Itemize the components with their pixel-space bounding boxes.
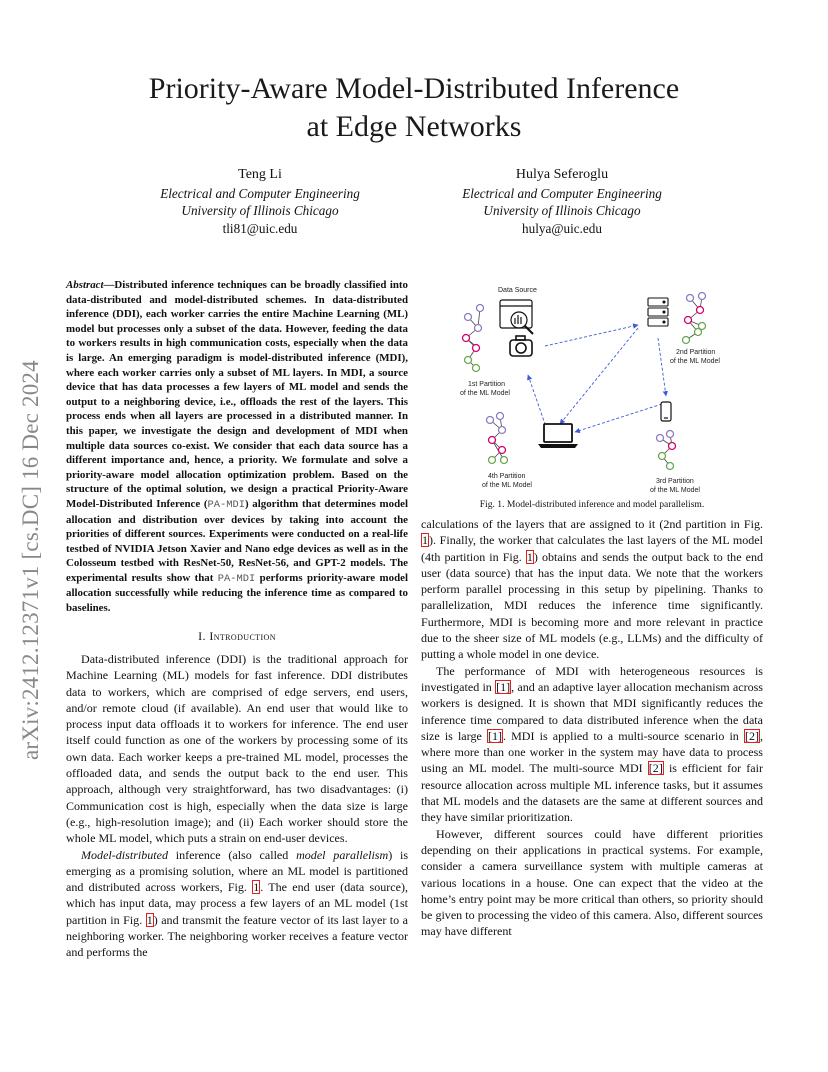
partition-1-label: of the ML Model <box>460 390 510 397</box>
figure-ref-link[interactable]: 1 <box>146 912 153 927</box>
intro-left-column <box>66 651 408 961</box>
citation-link[interactable]: [1] <box>487 728 502 743</box>
arxiv-stamp: arXiv:2412.12371v1 [cs.DC] 16 Dec 2024 <box>18 360 43 760</box>
partition-2-label: 2nd Partition <box>676 349 716 356</box>
citation-link[interactable]: [1] <box>496 679 511 694</box>
algorithm-name: PA-MDI <box>207 498 245 511</box>
partition-1-network-icon <box>463 305 484 372</box>
text: ) obtains and sends the output back to the end user (data source) that has the input data. We note that the workers perform parallel processing in this setup by pipelining. Thanks to parallelization, MDI reduces the inference time significantly. Furthermore, MDI is becoming more and more relevant in practice due to the sheer size of ML models (e.g., LLMs) and the difficulty of putting a whole model in one device. <box>421 549 763 662</box>
author-univ: University of Illinois Chicago <box>181 203 339 218</box>
author-email: hulya@uic.edu <box>522 220 602 236</box>
citation-link[interactable]: [2] <box>648 761 663 776</box>
section-heading <box>66 629 408 644</box>
title-line-2: at Edge Networks <box>306 110 522 143</box>
author-univ: University of Illinois Chicago <box>483 203 641 218</box>
text: ) and transmit the feature vector of its last layer to a neighboring worker. The neighboring worker receives a feature vector and performs the <box>66 912 408 960</box>
citation-link[interactable]: [2] <box>744 728 759 743</box>
author-email: tli81@uic.edu <box>222 220 298 236</box>
text: inference (also called <box>168 847 297 862</box>
title-line-1: Priority-Aware Model-Distributed Inference <box>148 72 680 105</box>
figure-ref-link[interactable]: 1 <box>253 880 260 895</box>
data-source-label: Data Source <box>498 287 537 294</box>
partition-2-label: of the ML Model <box>670 358 720 365</box>
arrow-2nd-to-3rd <box>658 338 666 396</box>
author-block-1 <box>110 166 410 237</box>
arrow-source-to-2nd <box>545 325 638 346</box>
server-icon <box>648 298 668 326</box>
section-title: Introduction <box>209 629 276 643</box>
paper-title <box>0 70 828 146</box>
text: is efficient for fair resource allocation across multiple ML inference tasks, but it assumes that ML models and the datasets are the same at different sources and they have similar prioritization. <box>421 761 763 825</box>
arrow-3rd-to-laptop <box>575 404 662 432</box>
partition-4-label: 4th Partition <box>488 473 526 480</box>
paragraph: Data-distributed inference (DDI) is the traditional approach for Machine Learning (ML) models for fast inference. DDI distributes data to workers, which are comprised of edge servers, end users, and/or remote cloud (if available). An end user that would like to process input data offloads it to workers for inference. The end user itself could function as one of the workers by processing some of its own data. Each worker keeps a pre-trained ML model, processes the offloaded data, and sends the output back to the end user. This approach, although very straightforward, has two disadvantages: (i) Communication cost is high, especially when the data size is large (e.g., high-resolution image); and (ii) Each worker should store the whole ML model, which puts a strain on end-user devices. <box>66 652 408 846</box>
paragraph <box>66 847 408 961</box>
monitor-chart-icon <box>500 300 533 334</box>
arrow-4th-to-source <box>528 375 545 424</box>
text: The performance of MDI with heterogeneous resources is investigated in <box>421 663 763 694</box>
emphasis: Model-distributed <box>81 847 168 862</box>
arrow-2nd-to-4th <box>560 328 638 424</box>
laptop-icon <box>538 424 578 448</box>
section-number: I. <box>198 629 210 643</box>
figure-ref-link[interactable]: 1 <box>422 533 429 548</box>
text: calculations of the layers that are assigned to it (2nd partition in Fig. <box>421 517 763 531</box>
text: ) is emerging as a promising solution, where an ML model is partitioned and distributed across workers, Fig. <box>66 847 409 895</box>
author-dept: Electrical and Computer Engineering <box>160 185 360 201</box>
text: , where more than one worker in the system may have data to process using an ML model. The multi-source MDI <box>421 728 763 776</box>
author-dept: Electrical and Computer Engineering <box>462 185 662 201</box>
abstract-text: performs priority-aware model allocation successfully while reducing the inference time as compared to baselines. <box>66 571 408 615</box>
camera-icon <box>510 336 532 356</box>
partition-3-network-icon <box>657 431 676 470</box>
author-block-2 <box>412 166 712 237</box>
author-name: Teng Li <box>238 167 282 182</box>
figure-1 <box>440 280 740 495</box>
abstract <box>66 278 408 616</box>
partition-2-network-icon <box>683 293 706 344</box>
abstract-text: ) algorithm that determines model allocation and distribution over devices by taking into account the priorities of different sources. Experiments were conducted on a real-life testbed of NVIDIA Jetson Xavier and Nano edge devices as well as in the Colosseum testbed with ResNet-50, ResNet-56, and GPT-2 models. The experimental results show that <box>66 497 408 584</box>
paragraph <box>421 663 763 826</box>
phone-icon <box>661 402 671 421</box>
abstract-text: —Distributed inference techniques can be broadly classified into data-distributed and model-distributed schemes. In data-distributed inference (DDI), each worker carries the entire Machine Learning (ML) model but processes only a subset of the data. However, feeding the data to workers results in high communication costs, especially when the data is large. An emerging paradigm is model-distributed inference (MDI), where each worker carries only a subset of ML layers. In MDI, a source device that has data processes a few layers of ML model and sends the output to a neighboring device, i.e., offloads the rest of the layers. This process ends when all layers are processed in a distributed manner. In this paper, we investigate the design and development of MDI when multiple data sources co-exist. We consider that each data source has a different importance and, hence, a priority. We formulate and solve a priority-aware model allocation optimization problem. Based on the structure of the optimal solution, we design a practical Priority-Aware Model-Distributed Inference ( <box>66 279 408 510</box>
text: . MDI is applied to a multi-source scenario in <box>502 728 744 743</box>
algorithm-name: PA-MDI <box>217 572 256 585</box>
partition-4-network-icon <box>487 413 508 464</box>
text: , and an adaptive layer allocation mechanism across workers is designed. It is shown that MDI significantly reduces the inference time compared to data distributed inference when the data size is large <box>421 679 763 743</box>
emphasis: model parallelism <box>296 847 389 862</box>
partition-3-label: of the ML Model <box>650 487 700 494</box>
paragraph: However, different sources could have different priorities depending on their applications in practical systems. For example, consider a camera surveillance system with multiple cameras at various locations in a house. One can expect that the video at the home’s entry point may be more critical than others, so priority should be given to processing the video of this camera. Also, different sources may have different <box>421 826 763 939</box>
partition-4-label: of the ML Model <box>482 482 532 489</box>
text: . The end user (data source), which has input data, may process a few layers of an ML model (1st partition in Fig. <box>66 880 408 927</box>
partition-3-label: 3rd Partition <box>656 478 694 485</box>
figure-caption: Fig. 1. Model-distributed inference and model parallelism. <box>479 499 705 510</box>
abstract-lead: Abstract <box>66 279 104 291</box>
intro-right-column <box>421 516 763 940</box>
flow-arrows <box>528 325 666 432</box>
paragraph <box>421 516 763 663</box>
text: ). Finally, the worker that calculates the last layers of the ML model (4th partition in Fig. <box>421 533 763 564</box>
author-name: Hulya Seferoglu <box>515 167 609 182</box>
partition-1-label: 1st Partition <box>468 381 505 388</box>
figure-ref-link[interactable]: 1 <box>526 549 533 564</box>
